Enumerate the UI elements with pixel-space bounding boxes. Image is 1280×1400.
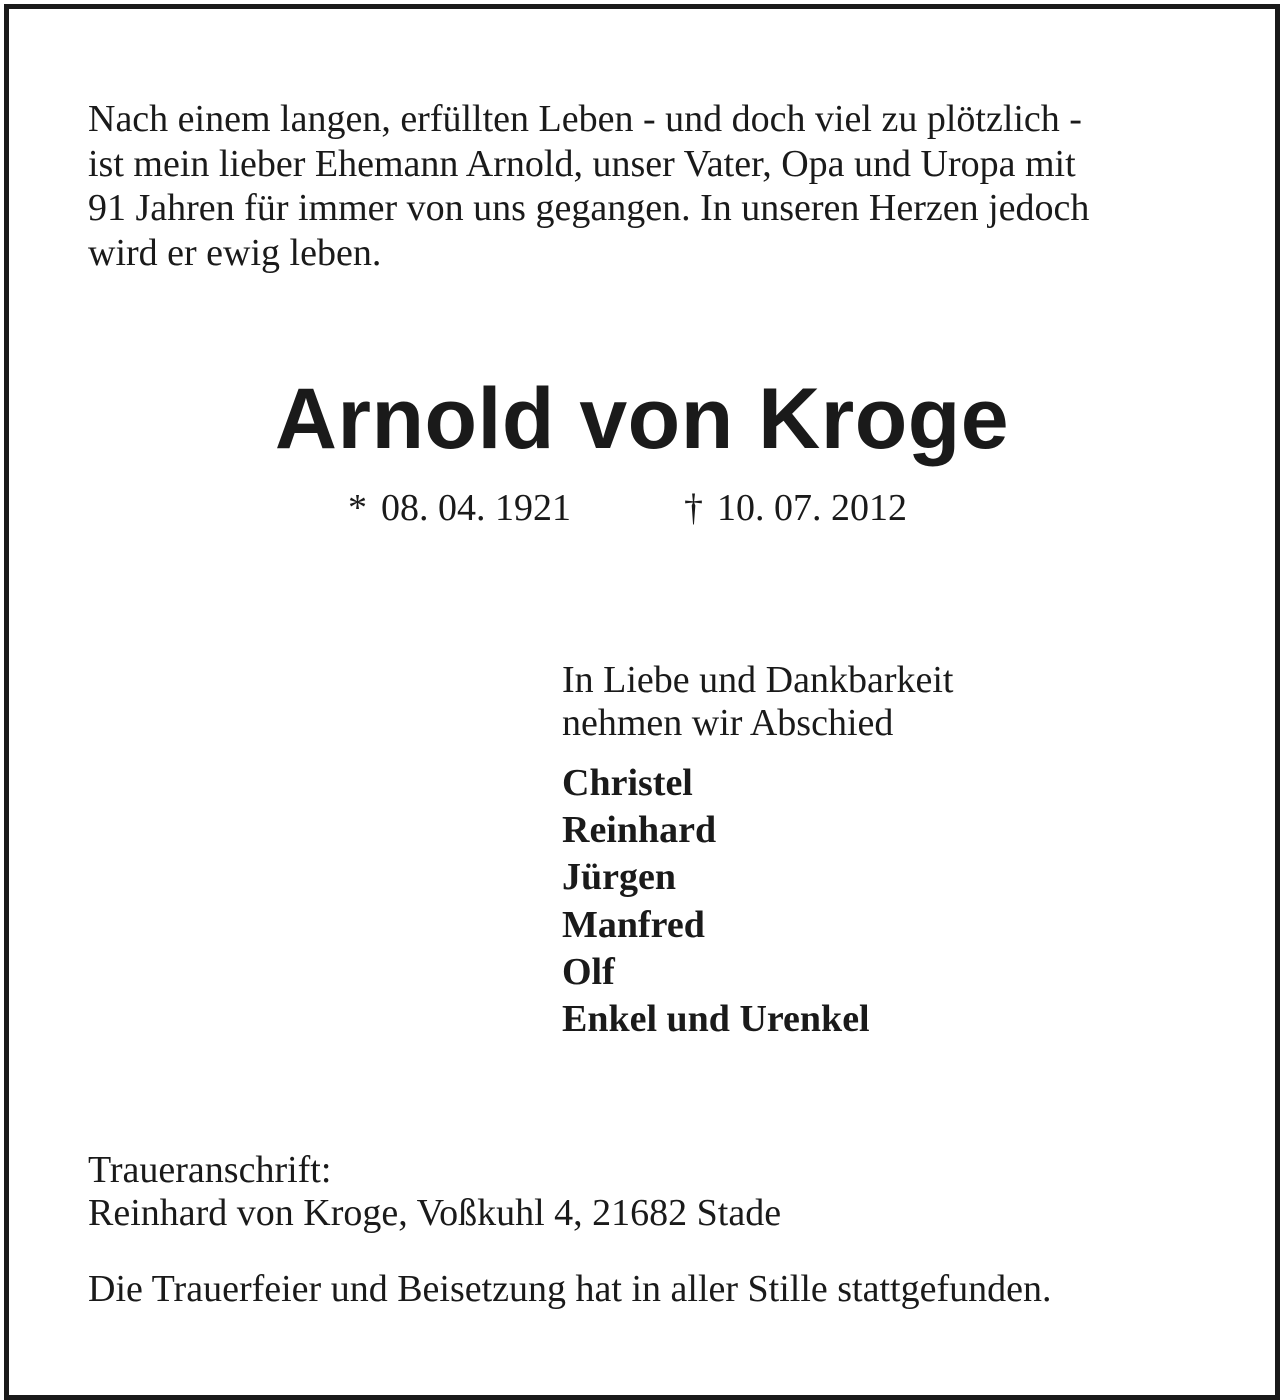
- mourner-name: Enkel und Urenkel: [562, 998, 870, 1041]
- birth-date: 08. 04. 1921: [381, 487, 571, 529]
- mourner-name: Jürgen: [562, 856, 676, 899]
- intro-text: [88, 97, 1208, 275]
- death-date-line: [684, 486, 907, 530]
- mourner-name: Christel: [562, 762, 693, 804]
- farewell-text: [562, 659, 953, 745]
- mourners-list: [562, 760, 870, 1043]
- farewell-line: nehmen wir Abschied: [562, 702, 894, 744]
- address-value: Reinhard von Kroge, Voßkuhl 4, 21682 Stade: [88, 1192, 782, 1234]
- mourning-address: [88, 1149, 781, 1235]
- mourner-name: Manfred: [562, 903, 705, 946]
- birth-symbol: *: [348, 487, 367, 529]
- intro-line: ist mein lieber Ehemann Arnold, unser Vater, Opa und Uropa mit: [88, 142, 1076, 185]
- intro-line: Nach einem langen, erfüllten Leben - und doch viel zu plötzlich -: [88, 98, 1082, 140]
- deceased-name: Arnold von Kroge: [274, 371, 1010, 467]
- mourner-name: Reinhard: [562, 809, 717, 852]
- mourner-name: Olf: [562, 950, 615, 993]
- death-symbol: †: [684, 487, 703, 529]
- intro-line: wird er ewig leben.: [88, 231, 382, 274]
- obituary-notice: [4, 4, 1280, 1400]
- death-date: 10. 07. 2012: [717, 487, 907, 529]
- ceremony-note: Die Trauerfeier und Beisetzung hat in aller Stille stattgefunden.: [88, 1268, 1052, 1310]
- farewell-line: In Liebe und Dankbarkeit: [562, 659, 954, 701]
- address-label: Traueranschrift:: [88, 1149, 332, 1191]
- birth-date-line: [348, 486, 571, 530]
- intro-line: 91 Jahren für immer von uns gegangen. In unseren Herzen jedoch: [88, 187, 1090, 229]
